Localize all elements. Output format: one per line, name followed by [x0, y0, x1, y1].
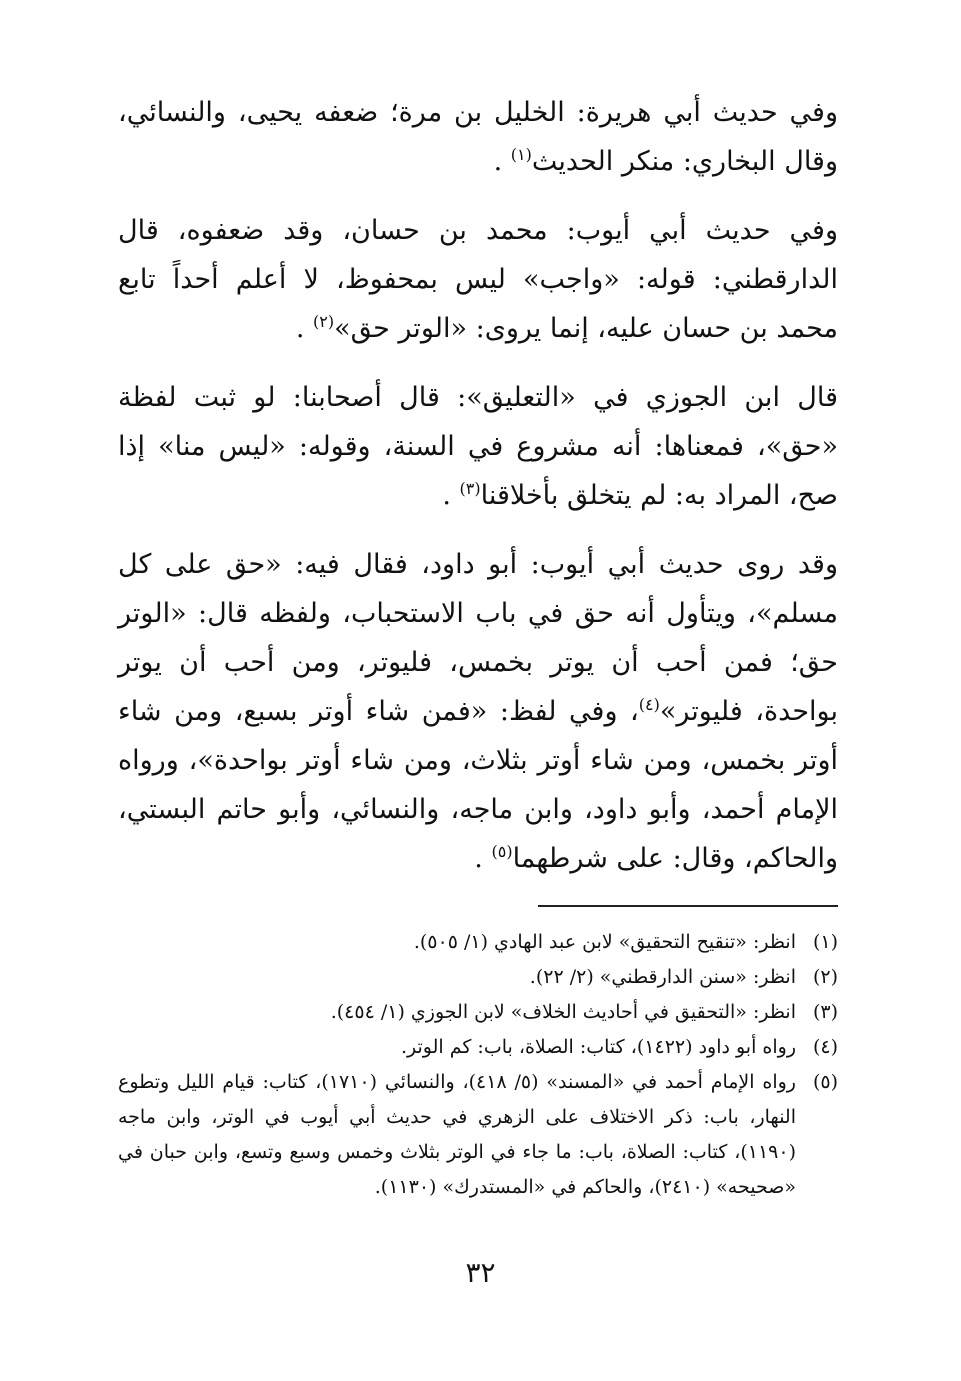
footnote-3	[118, 995, 838, 1030]
footnote-number: (٣)	[812, 1001, 838, 1023]
footnote-ref[interactable]: (١)	[510, 145, 532, 164]
paragraph-2	[118, 206, 838, 353]
paragraph-text: وفي حديث أبي هريرة: الخليل بن مرة؛ ضعفه يحيى، والنسائي، وقال البخاري: منكر الحديث	[118, 97, 838, 177]
footnote-divider	[538, 905, 838, 907]
paragraph-4	[118, 540, 838, 883]
footnote-4	[118, 1030, 838, 1065]
paragraph-tail: .	[442, 480, 451, 511]
footnote-number: (١)	[812, 931, 838, 953]
footnote-ref[interactable]: (٥)	[491, 842, 513, 861]
footnote-number: (٥)	[812, 1071, 838, 1093]
footnotes	[118, 925, 838, 1205]
paragraph-tail: .	[493, 146, 503, 177]
paragraph-tail: ، وفي لفظ: «فمن شاء أوتر بسبع، ومن شاء أوتر بخمس، ومن شاء أوتر بثلاث، ومن شاء أوتر بواحدة»، ورواه الإمام أحمد، وأبو داود، وابن ماجه، والنسائي، وأبو حاتم البستي، والحاكم، وقال: على شرطهما	[118, 696, 838, 874]
footnote-text: رواه أبو داود (١٤٢٢)، كتاب: الصلاة، باب: كم الوتر.	[400, 1036, 796, 1058]
footnote-5	[118, 1065, 838, 1205]
footnote-number: (٤)	[812, 1036, 838, 1058]
paragraph-text: وفي حديث أبي أيوب: محمد بن حسان، وقد ضعفوه، قال الدارقطني: قوله: «واجب» ليس بمحفوظ، لا أعلم أحداً تابع محمد بن حسان عليه، إنما يروى: «الوتر حق»	[118, 215, 838, 344]
footnote-ref[interactable]: (٤)	[638, 695, 660, 714]
footnote-ref[interactable]: (٢)	[313, 312, 335, 331]
footnote-text: رواه الإمام أحمد في «المسند» (٥/ ٤١٨)، والنسائي (١٧١٠)، كتاب: قيام الليل وتطوع النهار، باب: ذكر الاختلاف على الزهري في حديث أبي أيوب في الوتر، وابن ماجه (١١٩٠)، كتاب: الصلاة، باب: ما جاء في الوتر بثلاث وخمس وسبع وتسع، وابن حبان في «صحيحه» (٢٤١٠)، والحاكم في «المستدرك» (١١٣٠).	[118, 1071, 796, 1198]
page-number: ٣٢	[465, 1256, 496, 1289]
paragraph-text: قال ابن الجوزي في «التعليق»: قال أصحابنا: لو ثبت لفظة «حق»، فمعناها: أنه مشروع في السنة، وقوله: «ليس منا» إذا صح، المراد به: لم يتخلق بأخلاقنا	[118, 382, 838, 511]
paragraph-3	[118, 373, 838, 520]
footnote-text: انظر: «التحقيق في أحاديث الخلاف» لابن الجوزي (١/ ٤٥٤).	[330, 1001, 796, 1023]
footnote-ref[interactable]: (٣)	[459, 479, 481, 498]
paragraph-tail: .	[295, 313, 305, 344]
paragraph-tail: .	[474, 843, 483, 874]
footnote-text: انظر: «سنن الدارقطني» (٢/ ٢٢).	[529, 966, 796, 988]
footnote-text: انظر: «تنقيح التحقيق» لابن عبد الهادي (١/ ٥٠٥).	[413, 931, 796, 953]
page-body	[118, 88, 838, 1205]
paragraph-1	[118, 88, 838, 186]
footnote-1	[118, 925, 838, 960]
footnote-number: (٢)	[812, 966, 838, 988]
footnote-2	[118, 960, 838, 995]
paragraph-text: وقد روى حديث أبي أيوب: أبو داود، فقال فيه: «حق على كل مسلم»، ويتأول أنه حق في باب الاستحباب، ولفظه قال: «الوتر حق؛ فمن أحب أن يوتر بخمس، فليوتر، ومن أحب أن يوتر بواحدة، فليوتر»	[118, 549, 838, 727]
